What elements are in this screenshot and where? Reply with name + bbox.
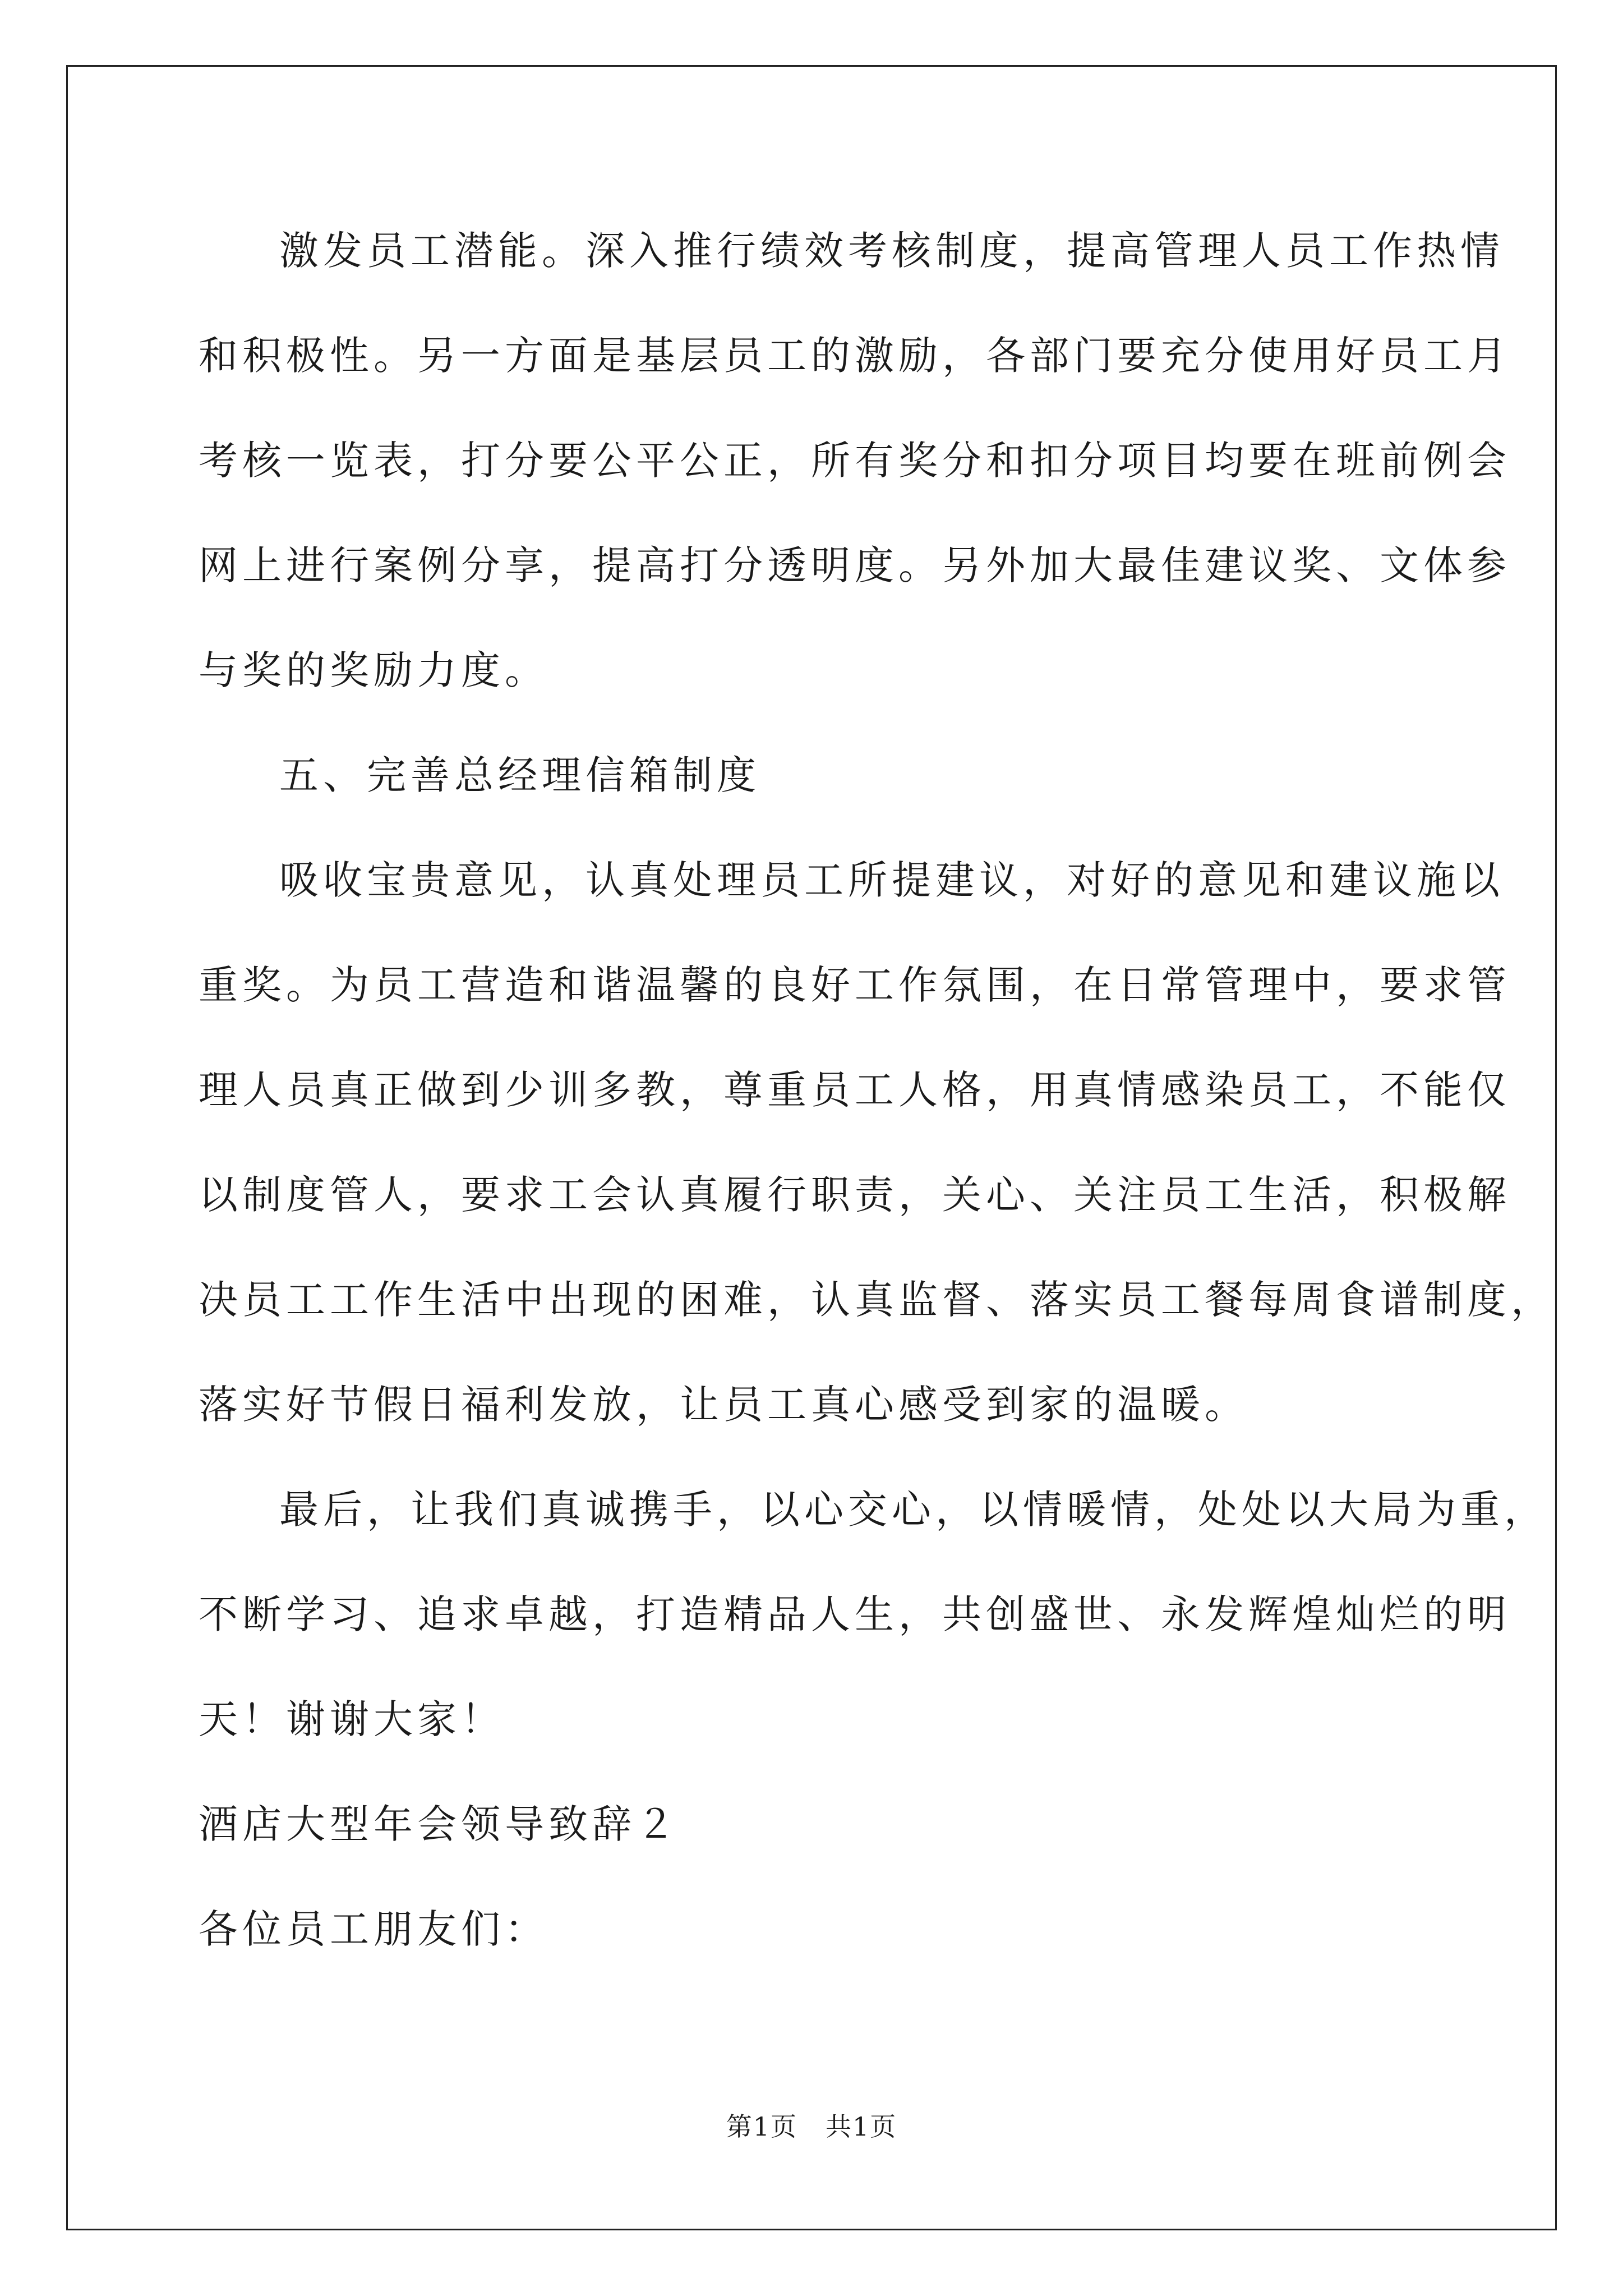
page-number: 第1页 [726,2111,797,2142]
text-line: 五、完善总经理信箱制度 [279,752,760,798]
text-line: 决员工工作生活中出现的困难，认真监督、落实员工餐每周食谱制度， [199,1277,1555,1323]
text-line: 重奖。为员工营造和谐温馨的良好工作氛围，在日常管理中，要求管 [199,962,1511,1008]
document-title [199,1772,1483,1877]
salutation [199,1877,1483,1982]
page-total: 共1页 [826,2111,897,2142]
text-line: 考核一览表，打分要公平公正，所有奖分和扣分项目均要在班前例会 [199,438,1511,484]
paragraph [199,199,1511,723]
section-heading [199,723,1483,828]
text-line: 不断学习、追求卓越，打造精品人生，共创盛世、永发辉煌灿烂的明 [199,1591,1511,1637]
text-line: 吸收宝贵意见，认真处理员工所提建议，对好的意见和建议施以 [279,857,1504,903]
text-line: 激发员工潜能。深入推行绩效考核制度，提高管理人员工作热情 [279,228,1504,274]
text-line: 落实好节假日福利发放，让员工真心感受到家的温暖。 [199,1382,1248,1428]
text-line: 最后，让我们真诚携手，以心交心，以情暖情，处处以大局为重， [279,1487,1548,1533]
text-line: 网上进行案例分享，提高打分透明度。另外加大最佳建议奖、文体参 [199,542,1511,588]
document-body [199,199,1555,1982]
text-line: 与奖的奖励力度。 [199,647,548,693]
page-footer [0,2106,1623,2143]
text-line: 天！谢谢大家！ [199,1696,505,1742]
text-line: 各位员工朋友们： [199,1906,548,1952]
text-line: 和积极性。另一方面是基层员工的激励，各部门要充分使用好员工月 [199,333,1511,379]
text-line: 酒店大型年会领导致辞２ [199,1801,680,1847]
text-line: 以制度管人，要求工会认真履行职责，关心、关注员工生活，积极解 [199,1172,1511,1218]
paragraph [199,828,1555,1457]
text-line: 理人员真正做到少训多教，尊重员工人格，用真情感染员工，不能仅 [199,1067,1511,1113]
paragraph [199,1457,1548,1772]
